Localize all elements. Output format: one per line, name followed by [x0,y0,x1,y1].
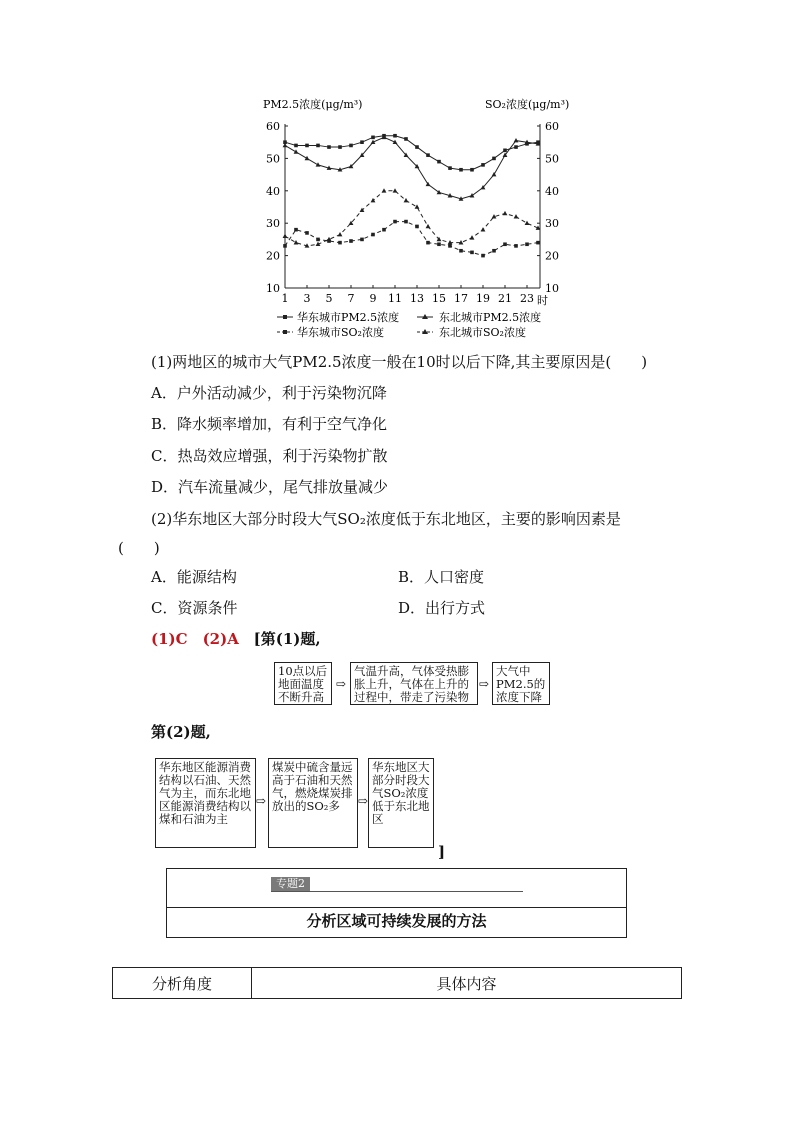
data-point [404,137,408,141]
data-point [393,134,397,138]
x-tick-label: 11 [388,292,402,305]
flow1-box-3: 大气中PM2.5的浓度下降 [492,662,550,705]
data-point [382,188,387,192]
data-point [371,233,375,237]
data-point [437,190,442,194]
x-tick-label: 13 [410,292,424,305]
data-point [327,145,331,149]
data-point [305,156,310,160]
question-2-paren: ( ) [118,539,160,557]
y-tick-label-left: 20 [266,249,280,263]
topic-box [166,868,627,938]
answer-q2-label: 第(2)题, [151,723,211,741]
data-point [360,238,364,242]
flow1-box-1: 10点以后地面温度不断升高 [274,662,332,705]
line-chart [255,92,570,342]
data-point [338,145,342,149]
y-tick-label-left: 50 [266,152,280,166]
x-tick-label: 19 [476,292,490,305]
answer-close-bracket: ] [438,843,446,861]
data-point [305,231,309,235]
question-1-stem: (1)两地区的城市大气PM2.5浓度一般在10时以后下降,其主要原因是( ) [151,353,648,371]
flow1-arrow-2-icon: ⇨ [479,677,490,691]
data-point [448,166,452,170]
data-point [404,198,409,202]
y-tick-label-right: 10 [545,282,559,295]
data-point [459,249,463,253]
legend-entry-northeast-so2 [417,325,526,339]
x-tick-label: 23 [520,292,534,305]
x-tick-label: 15 [432,292,446,305]
data-point [283,244,287,248]
table-header-angle: 分析角度 [113,968,252,999]
analysis-table [112,967,682,999]
q1-option-b: B．降水频率增加，有利于空气净化 [151,415,388,433]
data-point [393,220,397,224]
q1-option-c: C．热岛效应增强，利于污染物扩散 [151,447,388,465]
y-tick-label-left: 60 [266,120,280,133]
topic-box-divider [167,907,626,908]
legend-label: 华东城市PM2.5浓度 [297,311,400,324]
data-point [525,221,530,225]
legend-label: 华东城市SO₂浓度 [297,326,384,339]
data-point [294,144,298,148]
table-header-row [113,968,682,999]
data-point [426,241,430,245]
data-point [360,140,364,144]
flow2-box-2: 煤炭中硫含量远高于石油和天然气，燃烧煤炭排放出的SO₂多 [268,758,358,848]
legend-label: 东北城市PM2.5浓度 [439,311,542,324]
data-point [525,242,529,246]
data-point [437,160,441,164]
data-point [514,214,519,218]
data-point [294,240,299,244]
data-point [371,136,375,140]
y-tick-label-left: 30 [266,217,280,231]
data-point [349,239,353,243]
topic-tag: 专题2 [271,877,310,891]
data-point [536,241,540,245]
data-point [338,241,342,245]
data-point [492,172,497,176]
data-point [371,198,376,202]
answer-line [151,629,321,649]
data-point [514,145,518,149]
x-tick-label: 17 [454,292,468,305]
x-tick-label: 3 [303,292,311,305]
data-point [448,244,452,248]
data-point [415,225,419,229]
data-point [470,251,474,255]
series-2 [283,220,540,258]
question-2-stem: (2)华东地区大部分时段大气SO₂浓度低于东北地区，主要的影响因素是 [151,510,621,528]
data-point [514,244,518,248]
data-point [492,157,496,161]
q1-option-a: A．户外活动减少，利于污染物沉降 [151,384,387,402]
series-line [285,191,538,246]
data-point [415,145,419,149]
y-tick-label-left: 40 [266,184,280,198]
data-point [470,235,475,239]
q1-option-d: D．汽车流量减少，尾气排放量减少 [151,478,389,496]
legend-entry-northeast-pm25 [417,310,541,324]
x-tick-label: 5 [325,292,333,305]
topic-title: 分析区域可持续发展的方法 [306,912,487,930]
data-point [349,144,353,148]
data-point [481,227,486,231]
data-point [470,193,475,197]
y-tick-label-right: 30 [545,217,559,231]
legend-label: 东北城市SO₂浓度 [439,326,526,339]
q2-option-a: A．能源结构 [151,568,237,586]
flow2-arrow-1-icon: ⇨ [256,794,267,808]
data-point [338,232,343,236]
data-point [316,144,320,148]
y-tick-label-right: 60 [545,120,559,133]
x-tick-label: 1 [281,292,289,305]
series-1 [283,135,541,201]
x-tick-label: 21 [498,292,512,305]
x-tick-label: 7 [347,292,355,305]
q2-option-d: D．出行方式 [398,599,486,617]
legend-entry-east-so2 [277,325,384,339]
data-point [503,211,508,215]
flow1-box-2: 气温升高，气体受热膨胀上升，气体在上升的过程中，带走了污染物 [350,662,478,705]
y-tick-label-left: 10 [266,282,280,295]
x-tick-label: 9 [369,292,377,305]
flow2-box-1: 华东地区能源消费结构以石油、天然气为主，而东北地区能源消费结构以煤和石油为主 [155,758,256,848]
answer-intro: [第(1)题, [253,630,321,648]
data-point [404,220,408,224]
topic-divider [271,891,523,892]
y-left-axis-title: PM2.5浓度(μg/m³) [263,98,363,111]
q2-option-c: C．资源条件 [151,599,238,617]
flow1-arrow-1-icon: ⇨ [336,677,347,691]
data-point [481,254,485,258]
data-point [503,149,507,153]
answer-key: (1)C (2)A [151,630,239,648]
data-point [481,163,485,167]
data-point [316,162,321,166]
data-point [305,144,309,148]
data-point [426,153,430,157]
y-right-axis-title: SO₂浓度(μg/m³) [485,98,570,111]
data-point [470,168,474,172]
data-point [503,242,507,246]
y-tick-label-right: 50 [545,152,559,166]
data-point [492,249,496,253]
flow2-box-3: 华东地区大部分时段大气SO₂浓度低于东北地区 [368,758,434,848]
data-point [294,228,298,232]
data-point [283,234,288,238]
flow2-arrow-2-icon: ⇨ [358,794,369,808]
data-point [437,242,441,246]
table-header-content: 具体内容 [252,968,682,999]
data-point [294,149,299,153]
y-tick-label-right: 40 [545,184,559,198]
data-point [426,224,431,228]
data-point [415,204,420,208]
data-point [393,188,398,192]
y-tick-label-right: 20 [545,249,559,263]
q2-option-b: B．人口密度 [398,568,485,586]
legend-entry-east-pm25 [277,310,399,324]
data-point [382,228,386,232]
x-axis-unit: 时 [537,294,548,307]
data-point [459,168,463,172]
data-point [514,138,519,142]
series-line [285,222,538,256]
data-point [316,238,320,242]
series-3 [283,188,541,247]
